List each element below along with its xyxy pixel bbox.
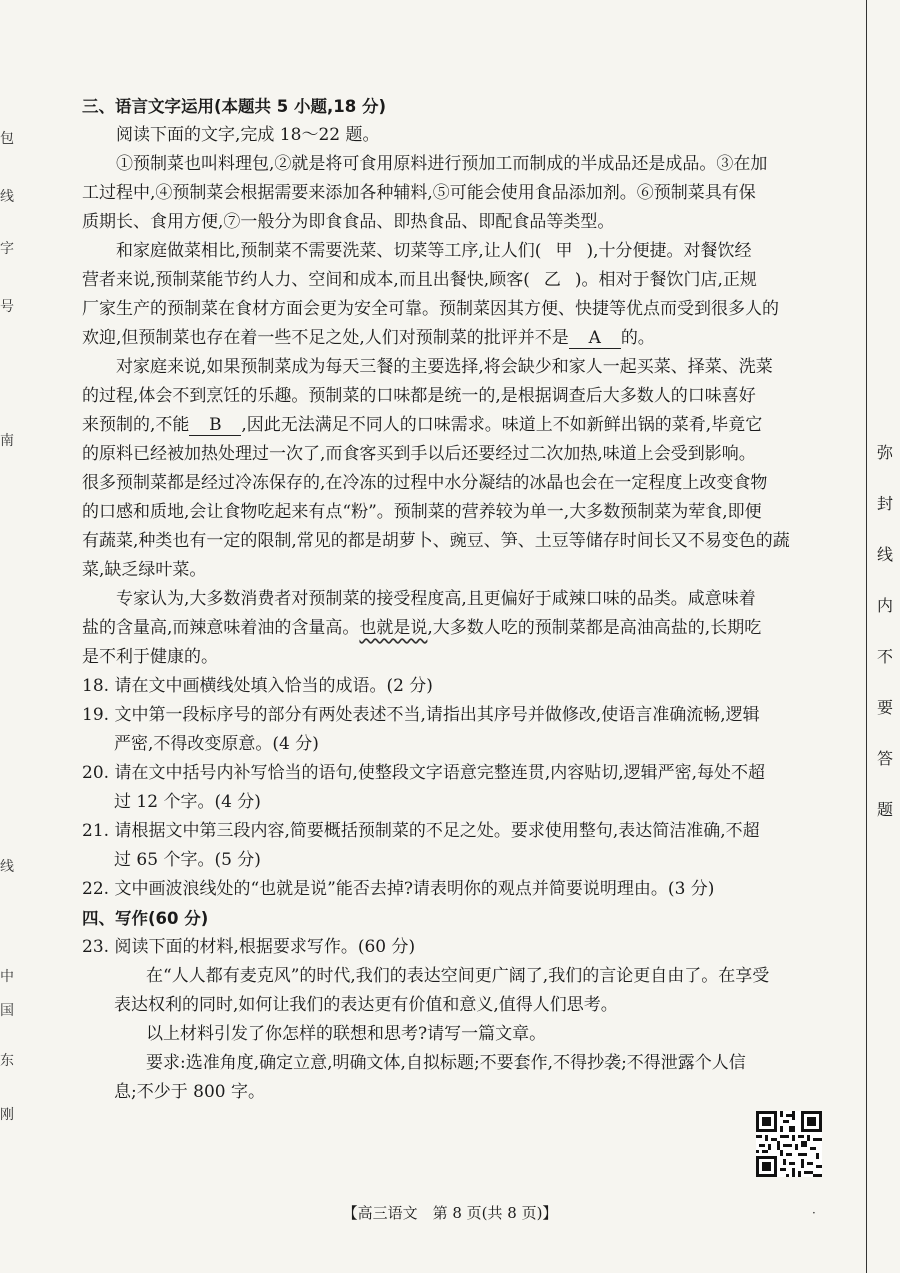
question-line: 过 12 个字。(4 分): [114, 792, 261, 812]
question-22: [82, 875, 822, 904]
question-line: 20. 请在文中括号内补写恰当的语句,使整段文字语意完整连贯,内容贴切,逻辑严密,每处不超: [82, 763, 766, 783]
writing-requirement: [82, 1049, 822, 1107]
paragraph-2: [82, 237, 822, 353]
margin-mark: 号: [0, 299, 14, 315]
question-21: [82, 817, 822, 875]
margin-mark: 字: [0, 241, 14, 257]
text-run: ),十分便捷。对餐饮经: [586, 241, 752, 261]
section-3-heading: 三、语言文字运用(本题共 5 小题,18 分): [82, 97, 387, 116]
question-line: 19. 文中第一段标序号的部分有两处表述不当,请指出其序号并做修改,使语言准确流畅,逻辑: [82, 705, 760, 725]
text-run: 盐的含量高,而辣意味着油的含量高。: [82, 618, 360, 638]
paragraph-line: 是不利于健康的。: [82, 647, 218, 667]
seal-char: 内: [876, 596, 893, 615]
blank-a: A: [569, 328, 621, 349]
requirement-line: 要求:选准角度,确定立意,明确文体,自拟标题;不要套作,不得抄袭;不得泄露个人信: [146, 1053, 746, 1073]
paragraph-1: [82, 150, 822, 237]
margin-mark: 东: [0, 1053, 14, 1069]
exam-content: [82, 92, 822, 1107]
question-20: [82, 759, 822, 817]
margin-mark: 国: [0, 1003, 14, 1019]
margin-mark: 线: [0, 859, 14, 875]
question-18: [82, 672, 822, 701]
paragraph-line: 专家认为,大多数消费者对预制菜的接受程度高,且更偏好于咸辣口味的品类。咸意味着: [116, 589, 756, 609]
seal-divider-line: [866, 0, 867, 1273]
material-line: 表达权利的同时,如何让我们的表达更有价值和意义,值得人们思考。: [114, 995, 618, 1015]
question-19: [82, 701, 822, 759]
question-line: 22. 文中画波浪线处的“也就是说”能否去掉?请表明你的观点并简要说明理由。(3 分): [82, 879, 715, 899]
text-run: ,因此无法满足不同人的口味需求。味道上不如新鲜出锅的菜肴,毕竟它: [241, 415, 763, 435]
blank-jia: 甲: [555, 241, 573, 261]
paragraph-line: [82, 237, 822, 266]
paragraph-line: [82, 324, 822, 353]
margin-mark: 中: [0, 969, 14, 985]
text-run: ,大多数人吃的预制菜都是高油高盐的,长期吃: [427, 618, 762, 638]
paragraph-line: 的过程,体会不到烹饪的乐趣。预制菜的口味都是统一的,是根据调查后大多数人的口味喜好: [82, 386, 756, 406]
text-run: 来预制的,不能: [82, 415, 190, 435]
seal-char: 答: [876, 749, 893, 768]
paragraph-line: 工过程中,④预制菜会根据需要来添加各种辅料,⑤可能会使用食品添加剂。⑥预制菜具有保: [82, 183, 756, 203]
margin-mark: 南: [0, 433, 14, 449]
question-line: 严密,不得改变原意。(4 分): [114, 734, 319, 754]
writing-material: [82, 962, 822, 1020]
seal-line-text: [872, 440, 898, 848]
margin-mark: 刚: [0, 1107, 14, 1123]
paragraph-line: ①预制菜也叫料理包,②就是将可食用原料进行预加工而制成的半成品还是成品。③在加: [116, 154, 768, 174]
section-4-heading: 四、写作(60 分): [82, 909, 209, 928]
question-line: 过 65 个字。(5 分): [114, 850, 261, 870]
text-run: 的。: [620, 328, 655, 348]
seal-char: 封: [876, 494, 893, 513]
question-line: 18. 请在文中画横线处填入恰当的成语。(2 分): [82, 676, 433, 696]
paragraph-line: 菜,缺乏绿叶菜。: [82, 560, 207, 580]
paragraph-3: [82, 353, 822, 585]
paragraph-line: 对家庭来说,如果预制菜成为每天三餐的主要选择,将会缺少和家人一起买菜、择菜、洗菜: [116, 357, 773, 377]
paragraph-line: 质期长、食用方便,⑦一般分为即食食品、即热食品、即配食品等类型。: [82, 212, 615, 232]
qr-code-icon: [756, 1111, 822, 1177]
seal-char: 不: [876, 647, 893, 666]
paragraph-line: [82, 614, 822, 643]
wavy-underlined-phrase: 也就是说: [359, 618, 428, 638]
seal-char: 题: [876, 800, 893, 819]
paragraph-line: 的原料已经被加热处理过一次了,而食客买到手以后还要经过二次加热,味道上会受到影响。: [82, 444, 756, 464]
blank-yi: 乙: [543, 270, 561, 290]
paragraph-line: 的口感和质地,会让食物吃起来有点“粉”。预制菜的营养较为单一,大多数预制菜为荤食,即便: [82, 502, 762, 522]
text-run: 和家庭做菜相比,预制菜不需要洗菜、切菜等工序,让人们(: [116, 241, 542, 261]
paragraph-line: [82, 411, 822, 440]
page-footer: 【高三语文 第 8 页(共 8 页)】: [342, 1204, 558, 1222]
paragraph-line: [82, 266, 822, 295]
section-3-intro: 阅读下面的文字,完成 18～22 题。: [116, 125, 380, 145]
paragraph-4: [82, 585, 822, 672]
margin-mark: 线: [0, 189, 14, 205]
writing-prompt: 以上材料引发了你怎样的联想和思考?请写一篇文章。: [146, 1024, 547, 1044]
corner-mark: ·: [812, 1206, 816, 1220]
seal-char: 要: [876, 698, 893, 717]
question-23: 23. 阅读下面的材料,根据要求写作。(60 分): [82, 937, 416, 957]
paragraph-line: 厂家生产的预制菜在食材方面会更为安全可靠。预制菜因其方便、快捷等优点而受到很多人的: [82, 299, 779, 319]
text-run: 营者来说,预制菜能节约人力、空间和成本,而且出餐快,顾客(: [82, 270, 530, 290]
text-run: )。相对于餐饮门店,正规: [574, 270, 757, 290]
material-line: 在“人人都有麦克风”的时代,我们的表达空间更广阔了,我们的言论更自由了。在享受: [146, 966, 770, 986]
paragraph-line: 很多预制菜都是经过冷冻保存的,在冷冻的过程中水分凝结的冰晶也会在一定程度上改变食物: [82, 473, 768, 493]
left-margin-marks: [0, 0, 14, 1273]
seal-char: 线: [876, 545, 893, 564]
paragraph-line: 有蔬菜,种类也有一定的限制,常见的都是胡萝卜、豌豆、笋、土豆等储存时间长又不易变色的蔬: [82, 531, 790, 551]
text-run: 欢迎,但预制菜也存在着一些不足之处,人们对预制菜的批评并不是: [82, 328, 569, 348]
margin-mark: 包: [0, 131, 14, 147]
seal-char: 弥: [876, 443, 893, 462]
requirement-line: 息;不少于 800 字。: [114, 1082, 265, 1102]
blank-b: B: [189, 415, 241, 436]
question-line: 21. 请根据文中第三段内容,简要概括预制菜的不足之处。要求使用整句,表达简洁准确,不超: [82, 821, 760, 841]
